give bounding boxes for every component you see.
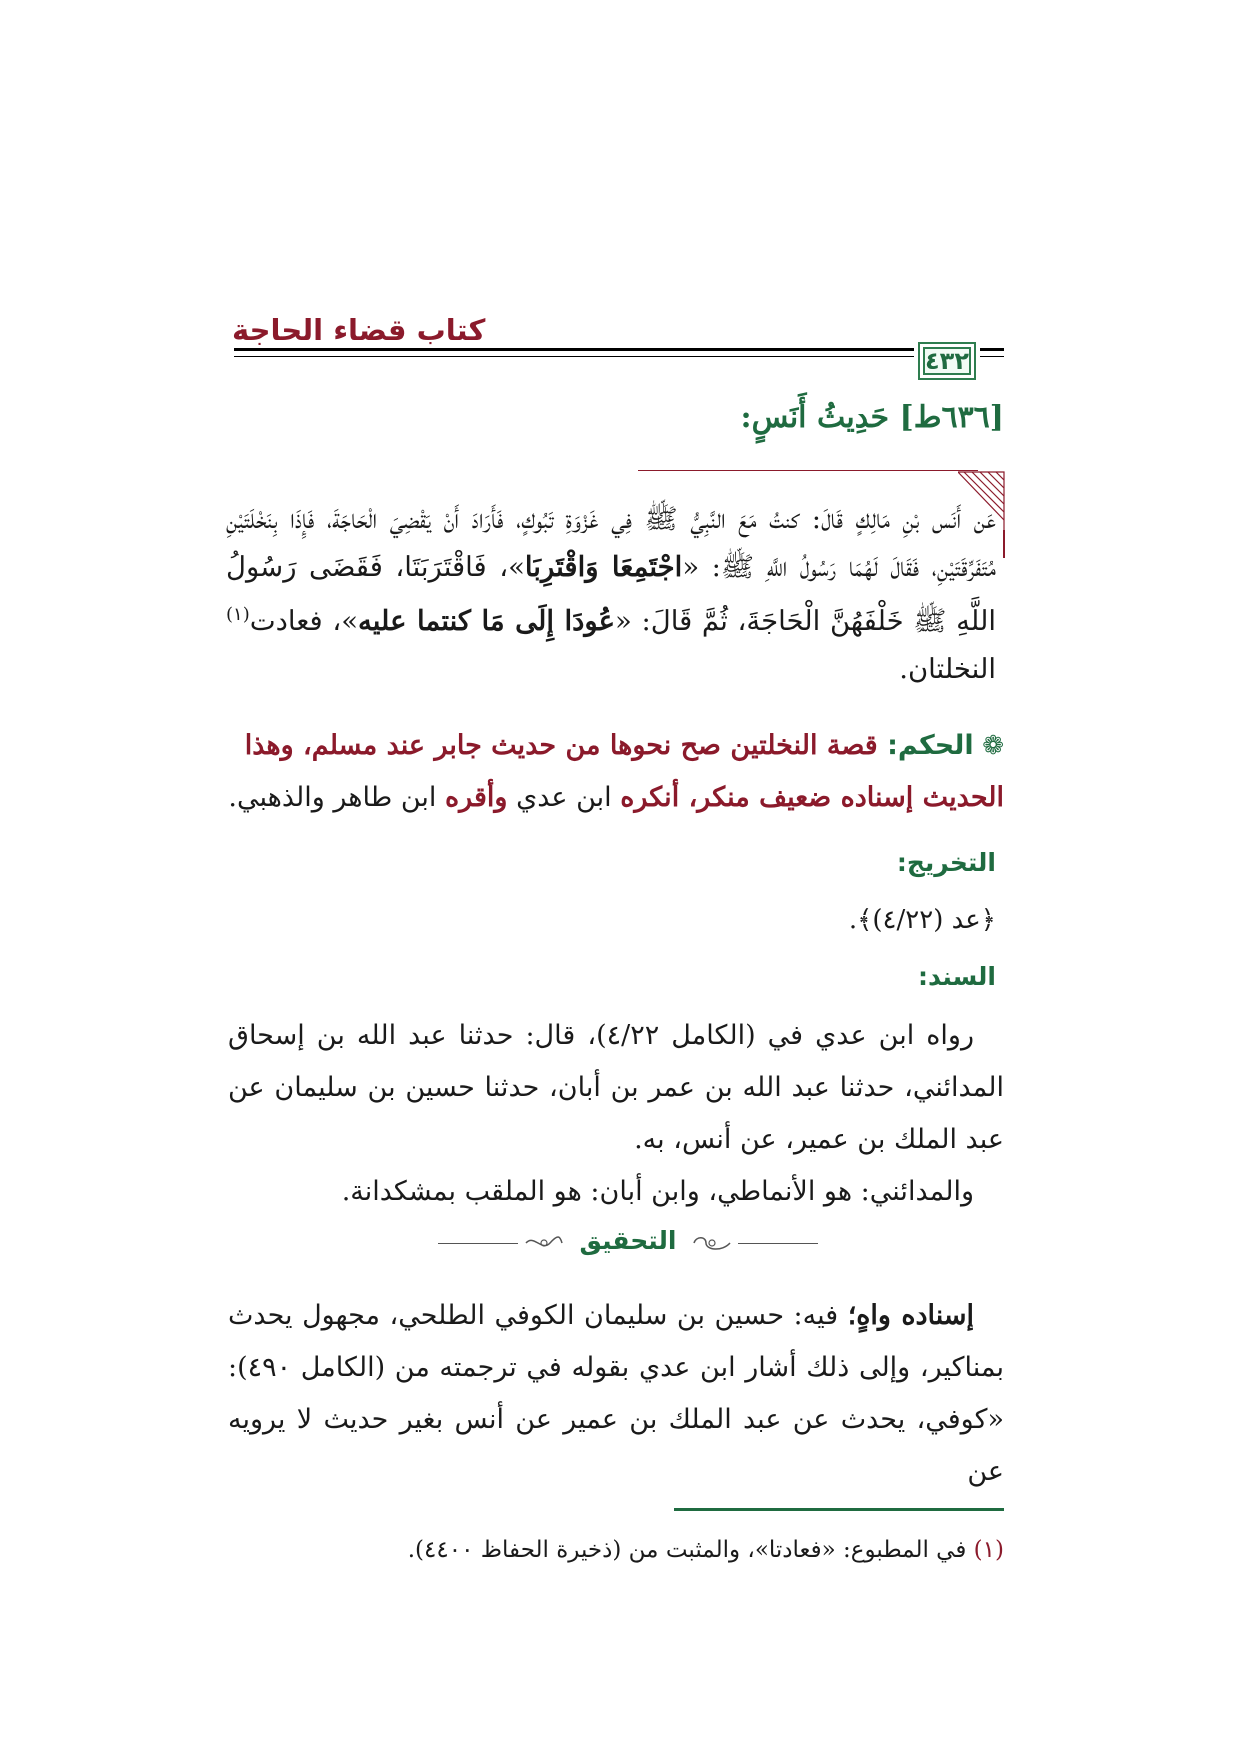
hadith-text-part: »، فعادت (249, 605, 359, 638)
header-rule-right-top (980, 348, 1004, 351)
ornament-right-icon (692, 1232, 732, 1254)
hadith-bold-phrase: عُودَا إِلَى مَا كنتما عليه (358, 605, 616, 638)
takhrij-reference: ﴿عد (٤/٢٢)﴾. (848, 905, 996, 935)
tahqiq-divider (438, 1224, 818, 1264)
takhrij-heading: التخريج: (896, 848, 996, 877)
hadith-section-title: [٦٣٦ط] حَدِيثُ أَنَسٍ: (740, 400, 1004, 435)
page-number-badge (918, 342, 976, 380)
header-rule-top (234, 348, 914, 351)
book-title: كتاب قضاء الحاجة (232, 313, 486, 347)
hadith-text-part: عَن أَنَس بْنِ مَالِكٍ قَالَ: كنتُ مَعَ النَّبِيُّ ﷺ فِي غَزْوَةِ تَبُوكٍ، فَأَرَادَ أَنْ يَقْضِيَ الْحَاجَةَ، فَإِذَا بِنَخْلَتَيْنِ مُتَفَرِّقَتَيْنِ، فَقَالَ لَهُمَا رَسُولُ اللَّهِ ﷺ: « (226, 503, 997, 583)
sanad-heading: السند: (917, 962, 996, 991)
tahqiq-verdict: إسناده واهٍ؛ (847, 1300, 974, 1331)
ruling-text: ابن طاهر والذهبي. (228, 782, 445, 813)
header-rule-right-bottom (980, 356, 1004, 357)
sanad-note: والمدائني: هو الأنماطي، وابن أبان: هو الملقب بمشكدانة. (341, 1176, 974, 1207)
ruling-paragraph (228, 720, 1004, 824)
footnote-reference[interactable]: (١) (226, 604, 250, 625)
tahqiq-paragraph (228, 1290, 1004, 1498)
footnote-number: (١) (973, 1537, 1004, 1563)
hadith-text-part: »، فَاقْتَرَبَتَا، فَقَضَى رَسُولُ اللَّهِ ﷺ خَلْفَهُنَّ الْحَاجَةَ، ثُمَّ قَالَ: « (226, 551, 996, 638)
ruling-label: الحكم: (887, 730, 974, 761)
hadith-top-rule (638, 470, 978, 471)
hadith-text (226, 495, 996, 693)
page-number: ٤٣٢ (925, 347, 969, 375)
footnote (228, 1530, 1004, 1570)
hadith-bold-phrase: اجْتَمِعَا وَاقْتَرِبَا (524, 551, 683, 583)
sanad-paragraph: رواه ابن عدي في (الكامل ٤/٢٢)، قال: حدثنا عبد الله بن إسحاق المدائني، حدثنا عبد الله بن عمر بن أبان، حدثنا حسين بن سليمان عن عبد الملك بن عمير، عن أنس، به. (228, 1020, 1004, 1155)
tahqiq-text: فيه: حسين بن سليمان الكوفي الطلحي، مجهول يحدث بمناكير، وإلى ذلك أشار ابن عدي بقوله في ترجمته من (الكامل ٤٩٠): «كوفي، يحدث عن عبد الملك بن عمير عن أنس بغير حديث لا يرويه عن (228, 1300, 1004, 1487)
divider-line-right (738, 1243, 818, 1244)
footnote-separator (674, 1508, 1004, 1511)
ruling-text: ابن عدي (507, 782, 621, 813)
ruling-highlight: قصة النخلتين صح نحوها من حديث جابر عند مسلم، وهذا الحديث إسناده ضعيف منكر، أنكره (244, 730, 1004, 813)
header-rule-bottom (234, 356, 914, 357)
ruling-highlight: وأقره (444, 782, 508, 813)
tahqiq-heading: التحقيق (579, 1226, 677, 1255)
flower-icon: ❁ (982, 731, 1004, 761)
ornament-left-icon (524, 1232, 564, 1254)
divider-line-left (438, 1243, 518, 1244)
footnote-text: في المطبوع: «فعادتا»، والمثبت من (ذخيرة الحفاظ ٤٤٠٠). (407, 1537, 974, 1563)
hadith-text-part: النخلتان. (899, 653, 996, 686)
